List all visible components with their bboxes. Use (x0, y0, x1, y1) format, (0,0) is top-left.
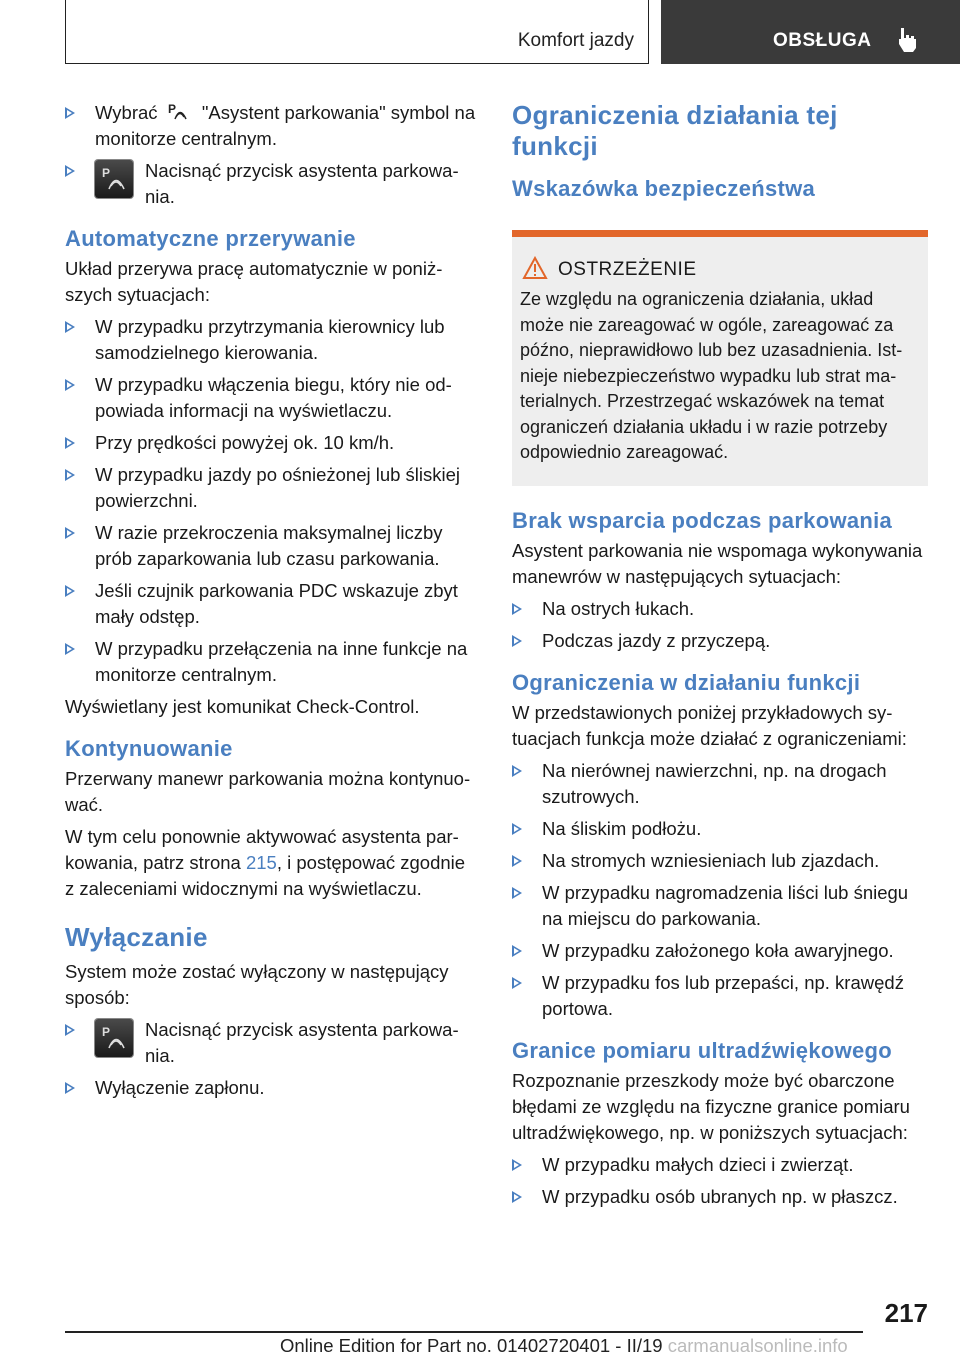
continue-p2: W tym celu ponownie aktywować asystenta parkowania, patrz strona 215, i postępować zgodnie z zaleceniami widocznymi na wyświetlaczu. (65, 826, 466, 899)
list-item: Na śliskim podłożu. (512, 816, 928, 842)
bullet-triangle-icon (65, 107, 75, 119)
list-item: Wyłączenie zapłonu. (65, 1075, 479, 1101)
list-item: W przypadku założonego koła awaryjnego. (512, 938, 928, 964)
safety-heading: Wskazówka bezpieczeństwa (512, 176, 816, 201)
right-column (512, 100, 928, 1216)
warning-title: OSTRZEŻENIE (558, 259, 920, 281)
park-assist-button-icon (95, 1019, 133, 1057)
switch-off-heading: Wyłączanie (65, 922, 208, 952)
list-item: W przypadku fos lub przepaści, np. krawędź portowa. (512, 970, 928, 1022)
hand-pointer-icon (893, 24, 923, 54)
warning-box (512, 230, 928, 486)
no-support-heading: Brak wsparcia podczas parkowania (512, 507, 893, 533)
auto-interrupt-heading: Automatyczne przerywanie (65, 226, 356, 251)
list-item: W przypadku przytrzymania kierownicy lub samodzielnego kierowania. (65, 314, 479, 366)
header-section-title: Komfort jazdy (517, 30, 634, 51)
list-item: Na ostrych łukach. (512, 596, 928, 622)
svg-text:P: P (167, 102, 176, 116)
list-item: P Nacisnąć przycisk asystenta parkowania. (65, 1017, 479, 1069)
list-item: W przypadku włączenia biegu, który nie odpowiada informacji na wyświetlaczu. (65, 372, 479, 424)
auto-interrupt-intro: Układ przerywa pracę automatycznie w poniższych sytuacjach: (65, 258, 443, 305)
limits-main-heading: Ograniczenia działania tej funkcji (512, 100, 838, 161)
header-section-box (65, 0, 649, 64)
list-item: Jeśli czujnik parkowania PDC wskazuje zbyt mały odstęp. (65, 578, 479, 630)
park-assist-symbol-icon (167, 102, 193, 122)
list-item: W razie przekroczenia maksymalnej liczby prób zaparkowania lub czasu parkowania. (65, 520, 479, 572)
list-item: W przypadku nagromadzenia liści lub śniegu na miejscu do parkowania. (512, 880, 928, 932)
list-item: Podczas jazdy z przyczepą. (512, 628, 928, 654)
svg-text:P: P (102, 166, 111, 180)
list-item: Przy prędkości powyżej ok. 10 km/h. (65, 430, 479, 456)
page-number: 217 (884, 1298, 928, 1328)
header-chapter-box (661, 0, 960, 64)
switch-off-intro: System może zostać wyłączony w następujący sposób: (65, 961, 449, 1008)
list-item: Na stromych wzniesieniach lub zjazdach. (512, 848, 928, 874)
bullet-triangle-icon (65, 165, 75, 177)
header-chapter-title: OBSŁUGA (773, 30, 872, 51)
list-item: W przypadku małych dzieci i zwierząt. (512, 1152, 928, 1178)
watermark: carmanualsonline.info (667, 1335, 848, 1356)
list-item: Na nierównej nawierzchni, np. na drogach szutrowych. (512, 758, 928, 810)
no-support-intro: Asystent parkowania nie wspomaga wykonywania manewrów w następujących sytuacjach: (512, 539, 923, 587)
left-column (65, 100, 479, 1107)
ultrasonic-intro: Rozpoznanie przeszkody może być obarczone błędami ze względu na fizyczne granice pomiaru ultradźwiękowego, np. w poniższych sytuacjach: (512, 1069, 910, 1143)
limits-heading: Ograniczenia w działaniu funkcji (512, 669, 861, 695)
ultrasonic-heading: Granice pomiaru ultradźwiękowego (512, 1037, 893, 1063)
svg-text:P: P (102, 1025, 111, 1039)
continue-heading: Kontynuowanie (65, 736, 233, 761)
continue-p1: Przerwany manewr parkowania można kontynuować. (65, 768, 471, 815)
list-item: W przypadku przełączenia na inne funkcje na monitorze centralnym. (65, 636, 479, 688)
limits-intro: W przedstawionych poniżej przykładowych sytuacjach funkcja może działać z ograniczeniami: (512, 701, 907, 749)
list-item: W przypadku osób ubranych np. w płaszcz. (512, 1184, 928, 1210)
page-link[interactable]: 215 (245, 852, 277, 873)
list-item: P Nacisnąć przycisk asystenta parkowania. (65, 158, 479, 210)
footer (280, 1335, 848, 1357)
warning-triangle-icon (522, 256, 548, 280)
bullet-triangle-icon (65, 1024, 75, 1036)
park-assist-button-icon (95, 160, 133, 198)
warning-text: Ze względu na ograniczenia działania, układ może nie zareagować w ogóle, zareagować za późno, nieprawidłowo lub bez uzasadnienia. Istnieje niebezpieczeństwo wypadku lub strat materialnych. Przestrzegać wskazówek na temat ograniczeń działania układu i w razie potrzeby odpowiednio zareagować. (520, 289, 903, 462)
footer-text: Online Edition for Part no. 01402720401 - II/19 (280, 1335, 663, 1356)
list-item: W przypadku jazdy po ośnieżonej lub śliskiej powierzchni. (65, 462, 479, 514)
footer-divider (65, 1331, 863, 1333)
list-item: Wybrać P "Asystent parkowania" symbol na monitorze centralnym. (65, 100, 479, 152)
auto-interrupt-outro: Wyświetlany jest komunikat Check-Control. (65, 696, 420, 717)
